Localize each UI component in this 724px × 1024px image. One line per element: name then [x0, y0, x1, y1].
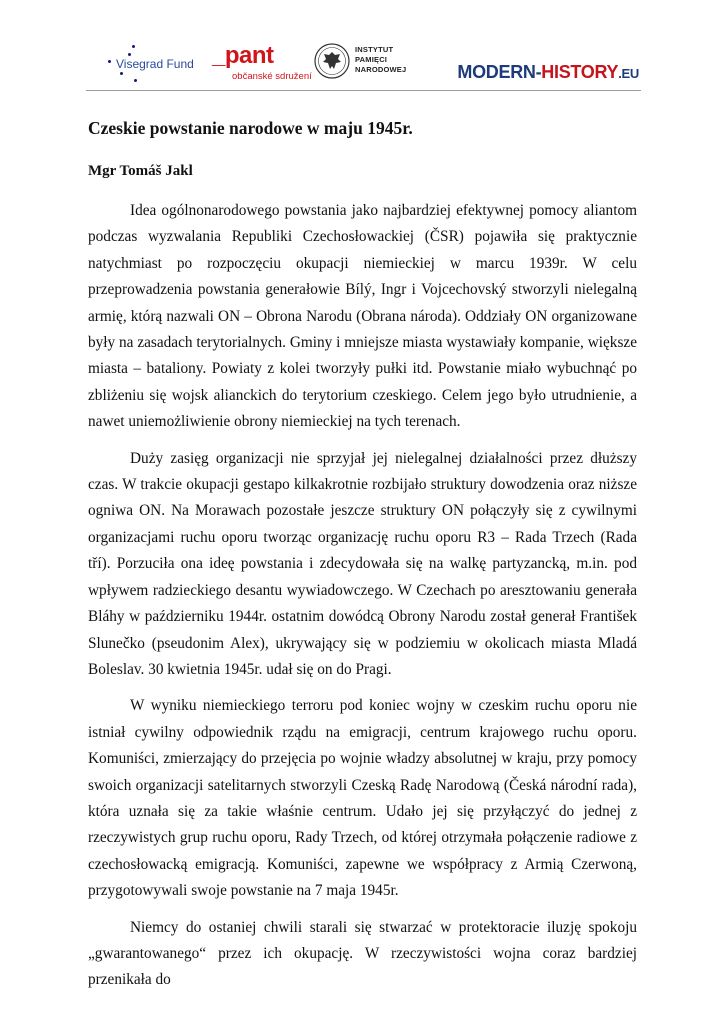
ipn-logo-text: INSTYTUT PAMIĘCI NARODOWEJ: [355, 45, 407, 74]
paragraph: Duży zasięg organizacji nie sprzyjał jej nielegalnej działalności przez dłuższy czas. W trakcie okupacji gestapo kilkakrotnie rozbijało struktury dowodzenia oraz niższe ogniwa ON. Na Morawach pozostałe jeszcze struktury ON połączyły się z cywilnymi organizacjami ruchu oporu tworząc organizację ruchu oporu R3 – Rada Trzech (Rada tří). Porzuciła ona ideę powstania i zdecydowała się na walkę partyzancką, m.in. pod wpływem radzieckiego desantu wywiadowczego. W Czechach po aresztowaniu generała Bláhy w październiku 1944r. ostatnim dowódcą Obrony Narodu został generał František Slunečko (pseudonim Alex), ukrywający się w podziemiu w okolicach miasta Mladá Boleslav. 30 kwietnia 1945r. udał się on do Pragi.: [88, 449, 637, 678]
paragraph: Niemcy do ostaniej chwili starali się stwarzać w protektoracie iluzję spokoju „gwarantowanego“ przez ich okupację. W rzeczywistości wojna coraz bardziej przenikała do: [88, 918, 637, 989]
pant-logo-subtitle: občanské sdružení: [232, 71, 312, 82]
page-header: [86, 40, 641, 91]
pant-logo-main: _pant: [212, 42, 274, 69]
article-author: Mgr Tomáš Jakl: [88, 163, 193, 179]
article-title: Czeskie powstanie narodowe w maju 1945r.: [88, 118, 413, 138]
pant-logo: [212, 42, 312, 84]
modern-history-logo: MODERN-HISTORY.EU: [457, 62, 639, 82]
paragraph: W wyniku niemieckiego terroru pod koniec wojny w czeskim ruchu oporu nie istniał cywilny odpowiednik rządu na emigracji, centrum krajowego ruchu oporu. Komuniści, zmierzający do przejęcia po wojnie władzy absolutnej w kraju, przy pomocy swoich organizacji satelitarnych stworzyli Czeską Radę Narodową (Česká národní rada), która uznała się za takie właśnie centrum. Udało jej się przyłączyć do jednej z rzeczywistych grup ruchu oporu, Rady Trzech, od której otrzymała połączenie radiowe z czechosłowacką emigracją. Komuniści, zapewne we współpracy z Armią Czerwoną, przygotowywali swoje powstanie na 7 maja 1945r.: [88, 697, 637, 900]
article-body: [88, 198, 637, 1004]
visegrad-fund-logo: [94, 45, 202, 85]
eagle-seal-icon: [314, 43, 350, 79]
paragraph: Idea ogólnonarodowego powstania jako najbardziej efektywnej pomocy aliantom podczas wyzwalania Republiki Czechosłowackiej (ČSR) pojawiła się praktycznie natychmiast po rozpoczęciu okupacji niemieckiej w marcu 1939r. W celu przeprowadzenia powstania generałowie Bílý, Ingr i Vojcechovský stworzyli nielegalną armię, którą nazwali ON – Obrona Narodu (Obrana národa). Oddziały ON organizowane były na zasadach terytorialnych. Gminy i mniejsze miasta wystawiały kompanie, większe miasta – bataliony. Powiaty z kolei tworzyły pułki itd. Powstanie miało wybuchnąć po zbliżeniu się wojsk alianckich do terytorium czeskiego. Celem jego było utrudnienie, a nawet uniemożliwienie obrony niemieckiej na tych terenach.: [88, 202, 637, 431]
ipn-logo: [314, 42, 444, 86]
visegrad-logo-text: Visegrad Fund: [116, 57, 194, 71]
